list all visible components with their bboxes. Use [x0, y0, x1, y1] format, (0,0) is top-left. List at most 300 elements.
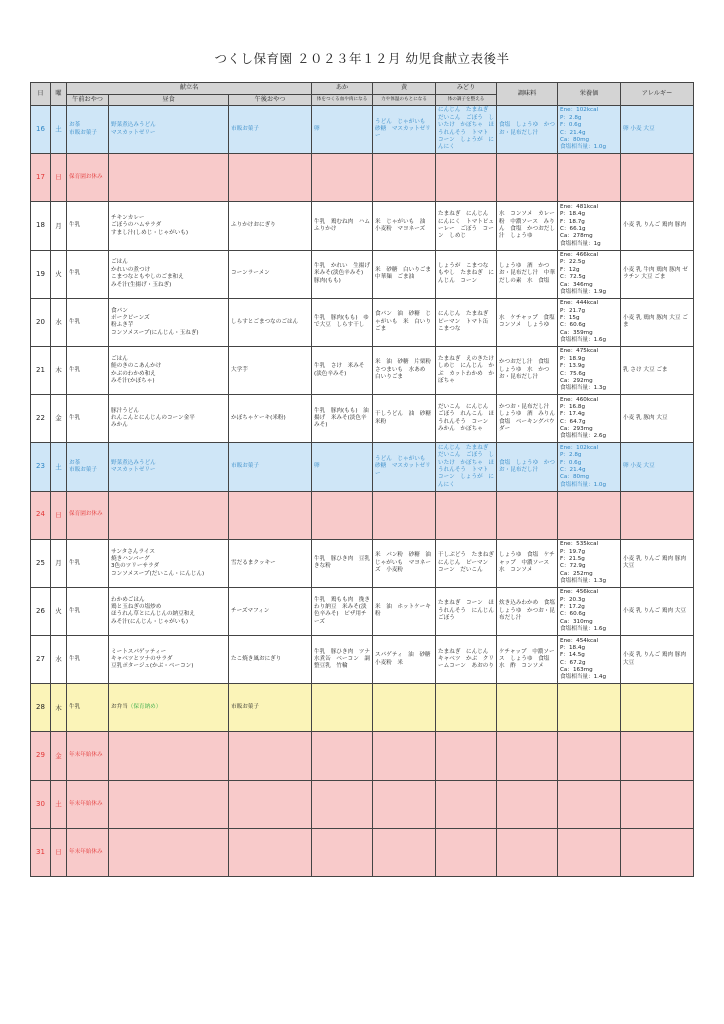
weekday-cell-text: 木 — [55, 366, 62, 375]
am-snack-cell — [67, 250, 109, 298]
green-group-cell — [436, 443, 497, 491]
am-snack-cell-text: 年末年始休み — [69, 848, 103, 855]
day-cell — [31, 780, 51, 828]
weekday-cell-text: 日 — [55, 510, 62, 519]
lunch-cell — [109, 780, 229, 828]
am-snack-cell — [67, 587, 109, 635]
day-cell — [31, 539, 51, 587]
red-group-cell — [312, 539, 376, 587]
weekday-cell-text: 火 — [55, 269, 62, 278]
header-day: 日 — [31, 83, 51, 106]
allergy-cell — [621, 395, 694, 443]
pm-snack-cell-text: チーズマフィン — [231, 607, 270, 614]
nutrition-cell — [558, 298, 621, 346]
menu-row-16 — [31, 106, 694, 154]
am-snack-cell — [67, 491, 109, 539]
seasoning-cell — [497, 443, 558, 491]
pm-snack-cell — [229, 539, 312, 587]
green-group-cell-text: たまねぎ にんじん キャベツ かぶ クリームコーン あおのり — [438, 648, 494, 670]
pm-snack-cell — [229, 298, 312, 346]
seasoning-cell-text: しょうゆ 食塩 ケチャップ 中濃ソース 水 コンソメ — [499, 552, 555, 573]
weekday-cell — [51, 154, 67, 202]
green-group-cell — [436, 539, 500, 587]
allergy-cell — [621, 539, 694, 587]
red-group-cell — [312, 346, 373, 394]
lunch-cell — [109, 491, 229, 539]
lunch-cell — [109, 202, 229, 250]
allergy-cell — [621, 491, 694, 539]
green-group-cell-text: にんじん たまねぎ だいこん ごぼう しいたけ かぼちゃ ほうれんそう トマト コーン しょうが にんにく — [438, 444, 494, 488]
am-snack-cell — [67, 202, 109, 250]
day-cell — [31, 106, 51, 154]
yellow-group-cell-text: うどん じゃがいも 砂糖 マスカットゼリー — [375, 455, 431, 477]
lunch-cell-text: 食パン ポークビーンズ 粉ふき芋 コンソメスープ(にんじん・玉ねぎ) — [111, 307, 199, 336]
am-snack-cell-text: 保育園お休み — [69, 511, 103, 518]
day-cell-text: 22 — [36, 414, 45, 423]
red-group-cell — [312, 636, 373, 684]
header-allergy: アレルギー — [621, 83, 694, 106]
weekday-cell-text: 月 — [55, 558, 62, 567]
pm-snack-cell — [229, 443, 312, 491]
seasoning-cell — [497, 587, 561, 635]
lunch-cell-text: お弁当 — [111, 704, 128, 711]
header-seasoning: 調味料 — [497, 83, 558, 106]
pm-snack-cell — [229, 587, 312, 635]
weekday-cell — [51, 587, 67, 635]
header-green-sub: 体の調子を整える — [436, 95, 497, 106]
am-snack-cell — [67, 298, 109, 346]
nutrition-cell-text: Ene：102kcal P：2.8g F：0.6g C：21.4g Ca：80mg 食塩相当量：1.0g — [560, 444, 607, 488]
menu-row-20 — [31, 298, 694, 346]
red-group-cell — [312, 154, 373, 202]
lunch-cell — [109, 443, 229, 491]
red-group-cell — [312, 443, 373, 491]
yellow-group-cell — [373, 636, 436, 684]
green-group-cell — [436, 202, 497, 250]
seasoning-cell-text: 水 ケチャップ 食塩 コンソメ しょうゆ — [499, 314, 561, 329]
red-group-cell — [312, 106, 373, 154]
red-group-cell-text: 牛乳 豚ひき肉 ツナ水煮缶 ベーコン 調整豆乳 竹輪 — [314, 648, 370, 670]
weekday-cell — [51, 684, 67, 732]
lunch-cell — [109, 298, 229, 346]
day-cell-text: 20 — [36, 317, 45, 326]
am-snack-cell-text: 牛乳 — [69, 318, 81, 325]
header-red: あか — [312, 83, 373, 95]
red-group-cell-text: 牛乳 豚肉(もも) 油揚げ 米みそ(淡色辛みそ) — [314, 407, 369, 429]
red-group-cell — [312, 780, 373, 828]
am-snack-cell — [67, 636, 109, 684]
weekday-cell-text: 木 — [55, 703, 62, 712]
red-group-cell-text: 卵 — [314, 125, 320, 132]
allergy-cell-text: 小麦 乳 牛肉 鶏肉 豚肉 ゼラチン 大豆 ごま — [623, 266, 688, 281]
lunch-cell-text: 豚汁うどん れんこんとにんじんのコーン金平 みかん — [111, 407, 195, 429]
day-cell — [31, 154, 51, 202]
green-group-cell-text: 干しぶどう たまねぎ にんじん ピーマン コーン だいこん — [438, 552, 500, 573]
day-cell — [31, 298, 51, 346]
lunch-cell-text: ミートスパゲッティー キャベツとツナのサラダ 豆乳ポタージュ(かぶ・ベーコン) — [111, 648, 194, 670]
weekday-cell-text: 金 — [55, 751, 62, 760]
seasoning-cell — [497, 491, 558, 539]
lunch-cell — [109, 539, 229, 587]
red-group-cell — [312, 298, 373, 346]
lunch-cell — [109, 106, 229, 154]
weekday-cell — [51, 780, 67, 828]
red-group-cell-text: 牛乳 鶏もも肉 挽きわり納豆 米みそ(淡色辛みそ) ピザ用チーズ — [314, 596, 370, 625]
weekday-cell — [51, 250, 67, 298]
lunch-cell-text: ごはん かれいの煮つけ こまつなともやしのごま和え みそ汁(生揚げ・玉ねぎ) — [111, 259, 184, 288]
seasoning-cell-text: かつお・昆布だし汁 しょうゆ 酒 みりん 食塩 ベーキングパウダー — [499, 403, 561, 433]
yellow-group-cell-text: 食パン 油 砂糖 じゃがいも 米 白いりごま — [375, 311, 431, 333]
yellow-group-cell-text: 米 パン粉 砂糖 油 じゃがいも マヨネーズ 小麦粉 — [375, 552, 437, 573]
allergy-cell — [621, 298, 694, 346]
page-title: つくし保育園 ２０２３年１２月 幼児食献立表後半 — [214, 51, 510, 66]
menu-row-25 — [31, 539, 694, 587]
green-group-cell-text: しょうが こまつな もやし たまねぎ にんじん コーン — [438, 263, 494, 284]
day-cell-text: 26 — [36, 606, 45, 615]
green-group-cell — [436, 684, 497, 732]
pm-snack-cell — [229, 154, 312, 202]
menu-table — [30, 82, 694, 877]
allergy-cell — [621, 106, 694, 154]
header-am-snack: 午前おやつ — [67, 95, 109, 106]
yellow-group-cell-text: スパゲティ 油 砂糖 小麦粉 米 — [375, 652, 437, 666]
red-group-cell-text: 牛乳 豚肉(もも) ゆで大豆 しらす干し — [314, 314, 369, 329]
day-cell — [31, 491, 51, 539]
yellow-group-cell — [373, 154, 436, 202]
seasoning-cell — [497, 202, 558, 250]
nutrition-cell-text: Ene：535kcal P：19.7g F：21.5g C：72.9g Ca：252mg 食塩相当量：1.3g — [560, 541, 607, 585]
green-group-cell — [436, 106, 497, 154]
weekday-cell — [51, 539, 67, 587]
lunch-cell — [109, 828, 229, 876]
pm-snack-cell — [229, 828, 312, 876]
pm-snack-cell-text: 市販お菓子 — [231, 704, 259, 711]
menu-row-23 — [31, 443, 694, 491]
nutrition-cell — [558, 732, 621, 780]
lunch-cell — [109, 154, 229, 202]
am-snack-cell-text: 牛乳 — [69, 366, 81, 373]
pm-snack-cell — [229, 346, 312, 394]
nutrition-cell-text: Ene：454kcal P：18.4g F：14.5g C：67.2g Ca：163mg 食塩相当量：1.4g — [560, 637, 607, 681]
seasoning-cell-text: しょうゆ 酒 かつお・昆布だし汁 中華だしの素 水 食塩 — [499, 263, 555, 284]
am-snack-cell-text: 牛乳 — [69, 655, 81, 662]
weekday-cell — [51, 298, 67, 346]
day-cell-text: 17 — [36, 173, 45, 182]
allergy-cell — [621, 154, 694, 202]
day-cell — [31, 636, 51, 684]
yellow-group-cell — [373, 395, 436, 443]
header-yellow-sub: 力や体温のもとになる — [373, 95, 436, 106]
lunch-cell — [109, 587, 229, 635]
seasoning-cell — [497, 395, 561, 443]
am-snack-cell — [67, 828, 109, 876]
day-cell-text: 23 — [36, 462, 45, 471]
green-group-cell — [436, 491, 497, 539]
day-cell-text: 30 — [36, 799, 45, 808]
day-cell-text: 21 — [36, 365, 45, 374]
nutrition-cell — [558, 491, 621, 539]
day-cell-text: 31 — [36, 847, 45, 856]
am-snack-cell-text: 牛乳 — [69, 270, 81, 277]
nutrition-cell-text: Ene：475kcal P：18.9g F：13.9g C：75.6g Ca：292mg 食塩相当量：1.3g — [560, 348, 607, 392]
am-snack-cell — [67, 684, 109, 732]
day-cell — [31, 684, 51, 732]
day-cell-text: 24 — [36, 510, 45, 519]
am-snack-cell — [67, 346, 109, 394]
lunch-cell — [109, 636, 229, 684]
day-cell-text: 27 — [36, 655, 45, 664]
header-lunch: 昼食 — [109, 95, 229, 106]
pm-snack-cell — [229, 684, 312, 732]
nutrition-cell-text: Ene：456kcal P：20.3g F：17.2g C：60.6g Ca：310mg 食塩相当量：1.6g — [560, 589, 607, 633]
header-red-sub: 体をつくる血や肉になる — [312, 95, 373, 106]
pm-snack-cell — [229, 250, 312, 298]
allergy-cell-text: 小麦 乳 りんご 鶏肉 豚肉 大豆 — [623, 555, 687, 570]
seasoning-cell — [497, 106, 558, 154]
pm-snack-cell — [229, 395, 312, 443]
weekday-cell — [51, 828, 67, 876]
am-snack-cell-text: 牛乳 — [69, 415, 81, 422]
weekday-cell-text: 水 — [55, 318, 62, 327]
weekday-cell-text: 土 — [55, 462, 62, 471]
pm-snack-cell — [229, 636, 312, 684]
weekday-cell — [51, 636, 67, 684]
weekday-cell-text: 土 — [55, 799, 62, 808]
allergy-cell-text: 卵 小麦 大豆 — [623, 463, 655, 470]
weekday-cell-text: 月 — [55, 221, 62, 230]
yellow-group-cell-text: 米 じゃがいも 油 小麦粉 マヨネーズ — [375, 218, 431, 232]
pm-snack-cell — [229, 491, 312, 539]
am-snack-cell-text: お茶 市販お菓子 — [69, 122, 97, 136]
red-group-cell-text: 牛乳 豚ひき肉 豆乳 きな粉 — [314, 555, 376, 570]
yellow-group-cell-text: 干しうどん 油 砂糖 米粉 — [375, 411, 437, 425]
yellow-group-cell-text: うどん じゃがいも 砂糖 マスカットゼリー — [375, 118, 431, 140]
nutrition-cell-text: Ene：102kcal P：2.8g F：0.6g C：21.4g Ca：80mg 食塩相当量：1.0g — [560, 107, 607, 151]
red-group-cell — [312, 395, 373, 443]
day-cell-text: 29 — [36, 751, 45, 760]
red-group-cell-text: 牛乳 さけ 米みそ(淡色辛みそ) — [314, 363, 365, 377]
weekday-cell — [51, 346, 67, 394]
allergy-cell — [621, 684, 694, 732]
red-group-cell — [312, 587, 373, 635]
allergy-cell — [621, 443, 694, 491]
day-cell-text: 16 — [36, 124, 45, 133]
nutrition-cell — [558, 106, 621, 154]
green-group-cell-text: たまねぎ コーン ほうれんそう にんじん ごぼう — [438, 600, 500, 622]
red-group-cell — [312, 491, 373, 539]
nutrition-cell — [558, 780, 621, 828]
red-group-cell-text: 牛乳 鶏むね肉 ハム ふりかけ — [314, 218, 376, 232]
allergy-cell — [621, 780, 694, 828]
allergy-cell-text: 卵 小麦 大豆 — [623, 125, 655, 132]
weekday-cell-text: 日 — [55, 848, 62, 857]
day-cell — [31, 443, 51, 491]
yellow-group-cell-text: 米 油 ホットケーキ粉 — [375, 604, 431, 618]
weekday-cell-text: 水 — [55, 655, 62, 664]
green-group-cell — [436, 298, 497, 346]
day-cell-text: 25 — [36, 558, 45, 567]
pm-snack-cell — [229, 106, 312, 154]
lunch-cell-text: 野菜煮込みうどん マスカットゼリー — [111, 459, 156, 473]
seasoning-cell-text: ケチャップ 中濃ソース しょうゆ 食塩 水 酢 コンソメ — [499, 648, 555, 670]
am-snack-cell — [67, 780, 109, 828]
red-group-cell — [312, 828, 373, 876]
lunch-cell — [109, 250, 229, 298]
allergy-cell-text: 乳 さけ 大豆 ごま — [623, 366, 668, 373]
menu-row-26 — [31, 587, 694, 635]
menu-row-31 — [31, 828, 694, 876]
menu-row-24 — [31, 491, 694, 539]
green-group-cell — [436, 828, 497, 876]
am-snack-cell-text: 年末年始休み — [69, 800, 103, 807]
am-snack-cell — [67, 539, 109, 587]
pm-snack-cell-text: 市販お菓子 — [231, 463, 259, 470]
header-nutrition: 栄養価 — [558, 83, 621, 106]
nutrition-cell-text: Ene：460kcal P：16.8g F：17.4g C：64.7g Ca：293mg 食塩相当量：2.6g — [560, 396, 607, 440]
menu-row-19 — [31, 250, 694, 298]
menu-row-21 — [31, 346, 694, 394]
green-group-cell — [436, 346, 500, 394]
seasoning-cell — [497, 539, 558, 587]
menu-body — [31, 106, 694, 877]
yellow-group-cell-text: 米 油 砂糖 片栗粉 さつまいも 水あめ 白いりごま — [375, 359, 437, 381]
green-group-cell — [436, 250, 497, 298]
menu-row-28 — [31, 684, 694, 732]
seasoning-cell — [497, 636, 558, 684]
lunch-cell-text: 野菜煮込みうどん マスカットゼリー — [111, 122, 156, 136]
am-snack-cell-text: 牛乳 — [69, 222, 81, 229]
pm-snack-cell-text: コーンラーメン — [231, 270, 270, 277]
allergy-cell — [621, 250, 694, 298]
header-pm-snack: 午後おやつ — [229, 95, 312, 106]
green-group-cell-text: たまねぎ にんじん にんにく トマトピューレー ごぼう コーン しめじ — [438, 211, 494, 240]
nutrition-cell-text: Ene：466kcal P：22.5g F：12g C：72.5g Ca：346mg 食塩相当量：1.9g — [560, 252, 607, 295]
pm-snack-cell — [229, 780, 312, 828]
seasoning-cell — [497, 250, 558, 298]
green-group-cell — [436, 395, 497, 443]
seasoning-cell-text: 食塩 しょうゆ かつお・昆布だし汁 — [499, 459, 555, 473]
seasoning-cell-text: かつおだし汁 食塩 しょうゆ 水 かつお・昆布だし汁 — [499, 359, 555, 381]
menu-row-27 — [31, 636, 694, 684]
yellow-group-cell — [373, 106, 436, 154]
red-group-cell-text: 卵 — [314, 463, 320, 470]
weekday-cell-text: 金 — [55, 414, 62, 423]
day-cell — [31, 250, 51, 298]
header-menu-name: 献立名 — [67, 83, 312, 95]
am-snack-cell — [67, 395, 109, 443]
am-snack-cell — [67, 154, 109, 202]
day-cell — [31, 346, 51, 394]
lunch-cell-text: ごはん 鮭のきのこあんかけ かぶのわかめ和え みそ汁(かぼちゃ) — [111, 355, 162, 384]
am-snack-cell-text: 保育園お休み — [69, 174, 103, 181]
yellow-group-cell — [373, 732, 436, 780]
am-snack-cell-text: 牛乳 — [69, 559, 81, 566]
nutrition-cell — [558, 587, 621, 635]
yellow-group-cell — [373, 491, 436, 539]
header-weekday: 曜 — [51, 83, 67, 106]
allergy-cell — [621, 636, 694, 684]
weekday-cell-text: 火 — [55, 607, 62, 616]
seasoning-cell-text: 炊き込みわかめ 食塩 しょうゆ かつお・昆布だし汁 — [499, 600, 561, 622]
seasoning-cell-text: 食塩 しょうゆ かつお・昆布だし汁 — [499, 122, 555, 136]
red-group-cell — [312, 250, 376, 298]
green-group-cell-text: だいこん にんじん ごぼう れんこん ほうれんそう コーン みかん かぼちゃ — [438, 403, 494, 433]
green-group-cell-text: にんじん たまねぎ ピーマン トマト缶 こまつな — [438, 311, 494, 333]
pm-snack-cell-text: かぼちゃケーキ(米粉) — [231, 415, 286, 422]
green-group-cell — [436, 636, 497, 684]
yellow-group-cell — [373, 587, 436, 635]
pm-snack-cell-text: 市販お菓子 — [231, 125, 259, 132]
day-cell — [31, 202, 51, 250]
menu-row-30 — [31, 780, 694, 828]
nutrition-cell — [558, 539, 621, 587]
yellow-group-cell — [373, 684, 436, 732]
yellow-group-cell — [373, 298, 436, 346]
allergy-cell — [621, 828, 694, 876]
day-cell — [31, 732, 51, 780]
allergy-cell — [621, 202, 694, 250]
day-cell — [31, 828, 51, 876]
pm-snack-cell-text: 大学芋 — [231, 366, 248, 373]
weekday-cell-text: 日 — [55, 173, 62, 182]
seasoning-cell-text: 水 コンソメ カレー粉 中濃ソース みりん 食塩 かつおだし汁 しょうゆ — [499, 211, 555, 240]
allergy-cell-text: 小麦 乳 りんご 鶏肉 豚肉 — [623, 222, 687, 229]
weekday-cell — [51, 732, 67, 780]
allergy-cell-text: 小麦 乳 豚肉 大豆 — [623, 415, 668, 422]
pm-snack-cell-text: たこ焼き風おにぎり — [231, 655, 282, 662]
green-group-cell-text: にんじん たまねぎ だいこん ごぼう しいたけ かぼちゃ ほうれんそう トマト コーン しょうが にんにく — [438, 107, 494, 151]
seasoning-cell — [497, 154, 558, 202]
weekday-cell — [51, 491, 67, 539]
seasoning-cell — [497, 780, 558, 828]
menu-row-29 — [31, 732, 694, 780]
weekday-cell — [51, 443, 67, 491]
red-group-cell — [312, 202, 376, 250]
yellow-group-cell — [373, 250, 436, 298]
allergy-cell-text: 小麦 乳 鶏肉 豚肉 大豆 ごま — [623, 314, 688, 329]
seasoning-cell — [497, 732, 558, 780]
lunch-cell-text: わかめごはん 鶏と玉ねぎの塩炒め ほうれん草とにんじんの納豆和え みそ汁(にんじん・じゃがいも) — [111, 596, 195, 625]
pm-snack-cell-text: ふりかけおにぎり — [231, 222, 276, 229]
menu-row-18 — [31, 202, 694, 250]
lunch-cell — [109, 684, 229, 732]
day-cell — [31, 395, 51, 443]
pm-snack-cell — [229, 202, 312, 250]
nutrition-cell — [558, 636, 621, 684]
lunch-cell — [109, 395, 229, 443]
green-group-cell — [436, 154, 497, 202]
menu-row-17 — [31, 154, 694, 202]
green-group-cell — [436, 780, 497, 828]
am-snack-cell-text: 牛乳 — [69, 607, 81, 614]
pm-snack-cell-text: しらすとごまつなのごはん — [231, 318, 299, 325]
day-cell-text: 19 — [36, 269, 45, 278]
lunch-note: （保育納め） — [127, 704, 162, 711]
allergy-cell-text: 小麦 乳 りんご 鶏肉 大豆 — [623, 607, 687, 614]
am-snack-cell-text: 牛乳 — [69, 704, 81, 711]
nutrition-cell — [558, 154, 621, 202]
nutrition-cell-text: Ene：444kcal P：21.7g F：15g C：60.6g Ca：359mg 食塩相当量：1.6g — [560, 300, 607, 344]
header-yellow: 黄 — [373, 83, 436, 95]
red-group-cell — [312, 732, 373, 780]
yellow-group-cell — [373, 780, 436, 828]
seasoning-cell — [497, 346, 558, 394]
lunch-cell — [109, 732, 229, 780]
nutrition-cell — [558, 250, 621, 298]
red-group-cell-text: 牛乳 かれい 生揚げ 米みそ(淡色辛みそ) 豚肉(もも) — [314, 263, 376, 284]
yellow-group-cell — [373, 346, 436, 394]
green-group-cell — [436, 587, 500, 635]
